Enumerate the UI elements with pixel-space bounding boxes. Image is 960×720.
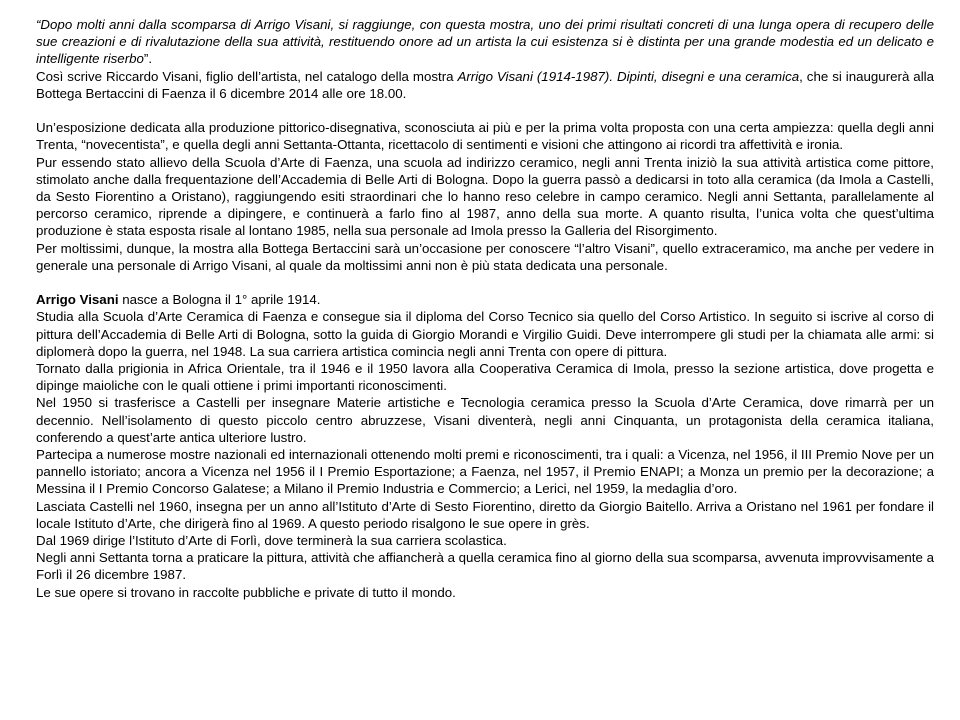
intro-quote-text: “Dopo molti anni dalla scomparsa di Arrigo Visani, si raggiunge, con questa mostra, uno dei primi risultati concreti di una lunga opera di recupero delle sue creazioni e di rivalutazione della sua attività, restituendo onore ad un artista la cui esistenza si è distinta per una grande modestia ed un delicato e intelligente riserbo — [36, 17, 934, 67]
biography-paragraph-8: Le sue opere si trovano in raccolte pubbliche e private di tutto il mondo. — [36, 584, 456, 600]
biography-paragraph-3: Nel 1950 si trasferisce a Castelli per insegnare Materie artistiche e Tecnologia ceramica presso la Scuola d’Arte Ceramica, dove rimarrà per un decennio. Nell’isolamento di questo piccolo centro abruzzese, Visani diventerà, negli anni Cinquanta, un protagonista della ceramica italiana, conferendo a quest’arte antica ulteriore lustro. — [36, 395, 934, 445]
biography-paragraph-5: Lasciata Castelli nel 1960, insegna per un anno all’Istituto d’Arte di Sesto Fiorentino, diretto da Giorgio Baitello. Arriva a Oristano nel 1961 per fondare il locale Istituto d’Arte, che dirigerà fino al 1969. A questo periodo risalgono le sue opere in grès. — [36, 498, 934, 531]
biography-birth — [36, 291, 934, 308]
exhibition-title: Arrigo Visani (1914-1987). Dipinti, disegni e una ceramica — [457, 68, 800, 84]
biography-paragraph-4: Partecipa a numerose mostre nazionali ed internazionali ottenendo molti premi e riconoscimenti, tra i quali: a Vicenza, nel 1956, il III Premio Nove per un pannello istoriato; ancora a Vicenza nel 1956 il I Premio Esportazione; a Faenza, nel 1957, il Premio ENAPI; a Monza un premio per la decorazione; a Messina il I Premio Concorso Galatese; a Milano il Premio Industria e Commercio; a Lerici, nel 1959, la medaglia d’oro. — [36, 447, 934, 497]
biography-paragraph-1: Studia alla Scuola d’Arte Ceramica di Faenza e consegue sia il diploma del Corso Tecnico sia quello del Corso Artistico. In seguito si iscrive al corso di pittura dell’Accademia di Belle Arti di Bologna, sotto la guida di Giorgio Morandi e Virgilio Guidi. Deve interrompere gli studi per la chiamata alle armi: si diplomerà dopo la guerra, nel 1948. La sua carriera artistica comincia negli anni Trenta con opere di pittura. — [36, 309, 934, 359]
document-page — [36, 16, 934, 601]
intro-quote — [36, 16, 934, 68]
exhibition-paragraph-3: Per moltissimi, dunque, la mostra alla Bottega Bertaccini sarà un’occasione per conoscere “l’altro Visani”, quello extraceramico, ma anche per vedere in generale una personale di Arrigo Visani, al quale da moltissimi anni non è più stata dedicata una personale. — [36, 240, 934, 273]
biography-paragraph-6: Dal 1969 dirige l’Istituto d’Arte di Forlì, dove terminerà la sua carriera scolastica. — [36, 533, 507, 549]
intro-line-a: Così scrive Riccardo Visani, figlio dell’artista, nel catalogo della mostra — [36, 68, 458, 84]
intro-paragraph — [36, 68, 934, 102]
intro-line-b: , che si inaugurerà alla Bottega Bertaccini di Faenza il 6 dicembre 2014 alle ore 18.00. — [36, 68, 935, 101]
artist-name: Arrigo Visani — [36, 292, 119, 308]
intro-quote-end: ”. — [143, 51, 153, 67]
biography-birth-text: nasce a Bologna il 1° aprile 1914. — [118, 292, 321, 308]
exhibition-paragraph-1: Un’esposizione dedicata alla produzione pittorico-disegnativa, sconosciuta ai più e per la prima volta proposta con una certa ampiezza: quella degli anni Trenta, “novecentista”, e quella degli anni Settanta-Ottanta, ricettacolo di sentimenti e visioni che attingono ai ricordi tra affettività e ironia. — [36, 120, 934, 153]
biography-paragraph-7: Negli anni Settanta torna a praticare la pittura, attività che affiancherà a quella ceramica fino al giorno della sua scomparsa, avvenuta improvvisamente a Forlì il 26 dicembre 1987. — [36, 550, 934, 583]
biography-paragraph-2: Tornato dalla prigionia in Africa Orientale, tra il 1946 e il 1950 lavora alla Cooperativa Ceramica di Imola, presso la sezione artistica, dove progetta e dipinge maioliche con le quali ottiene i primi importanti riconoscimenti. — [36, 361, 934, 394]
exhibition-paragraph-2: Pur essendo stato allievo della Scuola d’Arte di Faenza, una scuola ad indirizzo ceramico, negli anni Trenta iniziò la sua attività artistica come pittore, stimolato anche dalla frequentazione dell’Accademia di Belle Arti di Bologna. Dopo la guerra passò a dedicarsi in toto alla ceramica (da Imola a Castelli, da Sesto Fiorentino a Oristano), raggiungendo esiti straordinari che lo hanno reso celebre in campo ceramico. Negli anni Settanta, parallelamente al percorso ceramico, riprende a dipingere, e continuerà a farlo fino al 1987, anno della sua morte. A quanto risulta, l’unica volta che quest’ultima produzione è stata esposta risale al lontano 1985, nella sua personale ad Imola presso la Galleria del Risorgimento. — [36, 154, 934, 239]
